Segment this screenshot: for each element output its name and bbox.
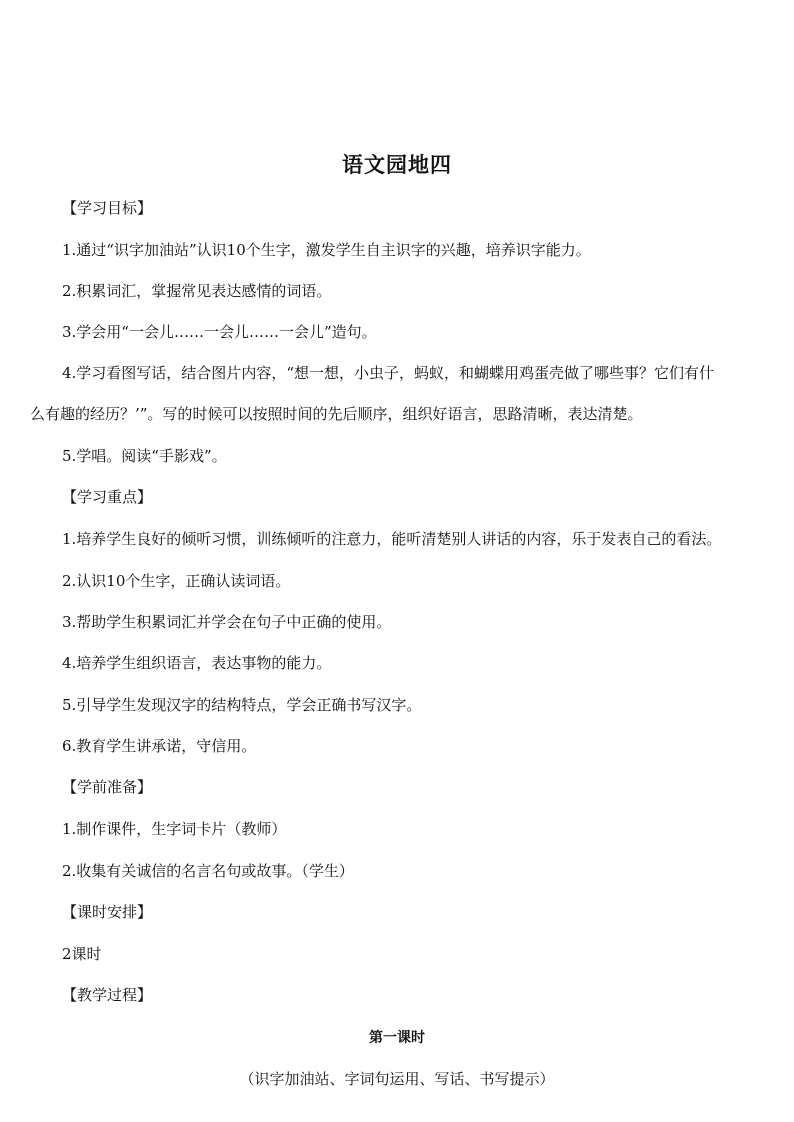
focus-item-5: 5.引导学生发现汉字的结构特点，学会正确书写汉字。 [62, 696, 422, 714]
goals-heading: 【学习目标】 [62, 199, 153, 217]
goal-item-5: 5.学唱。阅读“手影戏”。 [62, 447, 227, 465]
schedule-value: 2课时 [62, 945, 102, 963]
prep-item-2: 2.收集有关诚信的名言名句或故事。（学生） [62, 862, 354, 880]
goal-item-1: 1.通过“识字加油站”认识10个生字，激发学生自主识字的兴趣，培养识字能力。 [62, 241, 591, 259]
page-title: 语文园地四 [342, 153, 452, 177]
focus-item-3: 3.帮助学生积累词汇并学会在句子中正确的使用。 [62, 613, 392, 631]
focus-item-2: 2.认识10个生字，正确认读词语。 [62, 572, 291, 590]
focus-item-1: 1.培养学生良好的倾听习惯，训练倾听的注意力，能听清楚别人讲话的内容，乐于发表自己的看法。 [62, 530, 722, 548]
focus-item-6: 6.教育学生讲承诺，守信用。 [62, 737, 257, 755]
lesson-subtitle: （识字加油站、字词句运用、写话、书写提示） [239, 1070, 555, 1088]
focus-item-4: 4.培养学生组织语言，表达事物的能力。 [62, 654, 332, 672]
lesson-title: 第一课时 [369, 1030, 425, 1046]
schedule-heading: 【课时安排】 [62, 903, 153, 921]
prep-item-1: 1.制作课件，生字词卡片（教师） [62, 820, 287, 838]
prep-heading: 【学前准备】 [62, 778, 153, 796]
focus-heading: 【学习重点】 [62, 488, 153, 506]
goal-item-4: 4.学习看图写话，结合图片内容，“想一想，小虫子，蚂蚁，和蝴蝶用鸡蛋壳做了哪些事？它们有什 [62, 364, 714, 382]
goal-item-3: 3.学会用“一会儿……一会儿……一会儿”造句。 [62, 323, 377, 341]
goal-item-2: 2.积累词汇，掌握常见表达感情的词语。 [62, 282, 332, 300]
process-heading: 【教学过程】 [62, 986, 153, 1004]
goal-item-4-continued: 么有趣的经历？’”。写的时候可以按照时间的先后顺序，组织好语言，思路清晰，表达清楚。 [30, 405, 643, 423]
